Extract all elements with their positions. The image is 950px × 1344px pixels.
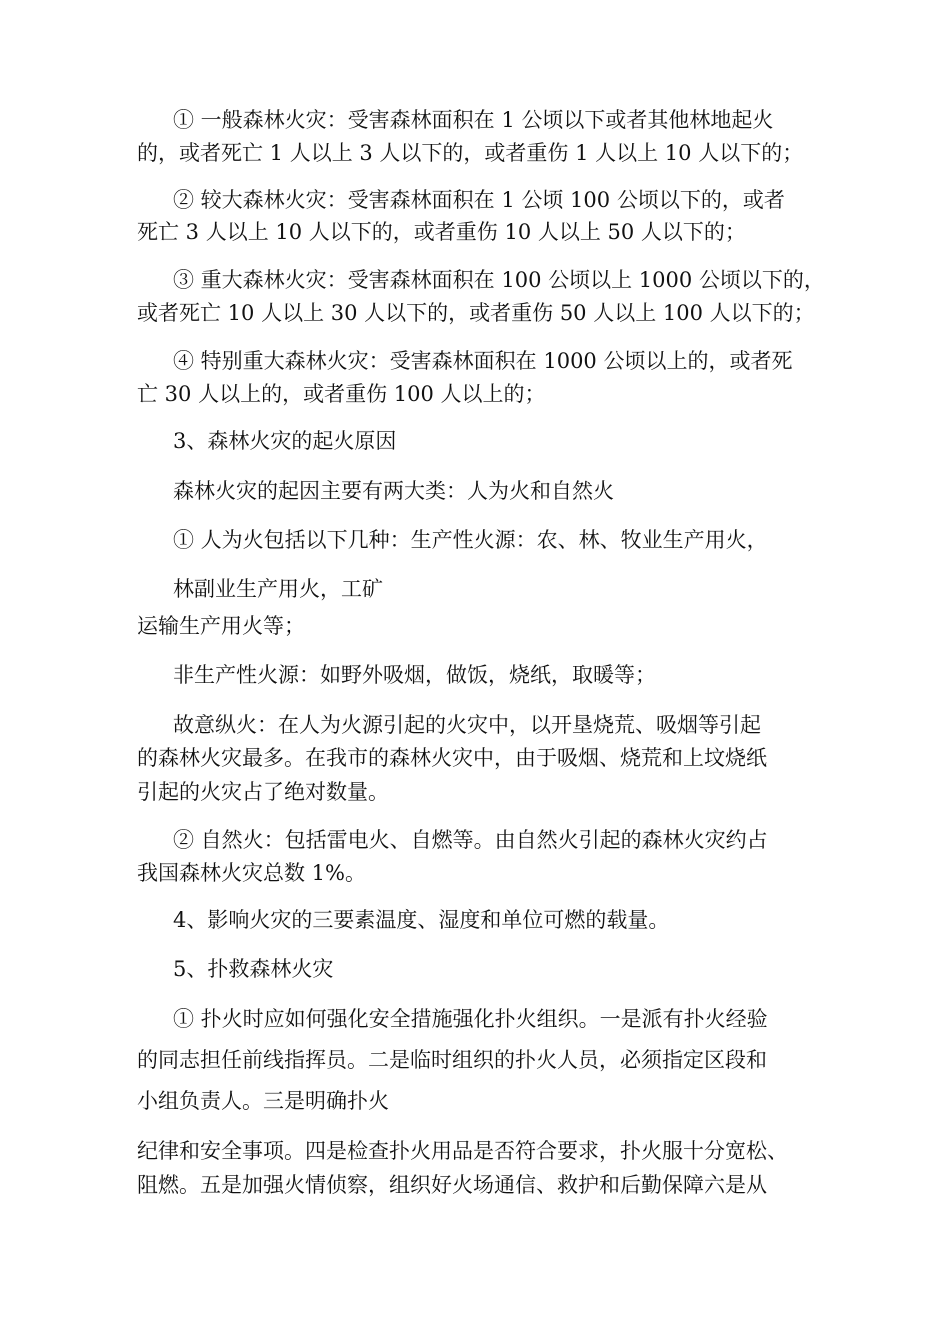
section-heading: 4、影响火灾的三要素温度、湿度和单位可燃的载量。 (173, 908, 670, 932)
text-line: 非生产性火源：如野外吸烟，做饭，烧纸，取暖等； (173, 663, 656, 687)
text-line: 林副业生产用火，工矿 (173, 577, 383, 601)
text-line: ② 较大森林火灾：受害森林面积在 1 公顷 100 公顷以下的，或者 (173, 188, 785, 212)
section-heading: 5、扑救森林火灾 (173, 957, 334, 981)
text-line: ③ 重大森林火灾：受害森林面积在 100 公顷以上 1000 公顷以下的， (173, 268, 825, 292)
text-line: 纪律和安全事项。四是检查扑火用品是否符合要求，扑火服十分宽松、 (137, 1139, 788, 1163)
text-line: 故意纵火：在人为火源引起的火灾中，以开垦烧荒、吸烟等引起 (173, 713, 761, 737)
text-line: 的，或者死亡 1 人以上 3 人以下的，或者重伤 1 人以上 10 人以下的； (137, 141, 804, 165)
text-line: 引起的火灾占了绝对数量。 (137, 780, 389, 804)
text-line: 死亡 3 人以上 10 人以下的，或者重伤 10 人以上 50 人以下的； (137, 220, 746, 244)
text-line: 森林火灾的起因主要有两大类：人为火和自然火 (173, 479, 614, 503)
text-line: 的同志担任前线指挥员。二是临时组织的扑火人员，必须指定区段和 (137, 1048, 767, 1072)
text-line: ① 一般森林火灾：受害森林面积在 1 公顷以下或者其他林地起火 (173, 108, 774, 132)
text-line: ② 自然火：包括雷电火、自燃等。由自然火引起的森林火灾约占 (173, 828, 768, 852)
text-line: 小组负责人。三是明确扑火 (137, 1089, 389, 1113)
text-line: 的森林火灾最多。在我市的森林火灾中，由于吸烟、烧荒和上坟烧纸 (137, 746, 767, 770)
text-line: ④ 特别重大森林火灾：受害森林面积在 1000 公顷以上的，或者死 (173, 349, 793, 373)
text-line: 亡 30 人以上的，或者重伤 100 人以上的； (137, 382, 546, 406)
text-line: 阻燃。五是加强火情侦察，组织好火场通信、救护和后勤保障六是从 (137, 1173, 767, 1197)
text-line: 运输生产用火等； (137, 614, 305, 638)
text-line: ① 人为火包括以下几种：生产性火源：农、林、牧业生产用火， (173, 528, 768, 552)
text-line: ① 扑火时应如何强化安全措施强化扑火组织。一是派有扑火经验 (173, 1007, 768, 1031)
section-heading: 3、森林火灾的起火原因 (173, 429, 397, 453)
text-line: 或者死亡 10 人以上 30 人以下的，或者重伤 50 人以上 100 人以下的； (137, 301, 815, 325)
text-line: 我国森林火灾总数 1%。 (137, 861, 366, 885)
